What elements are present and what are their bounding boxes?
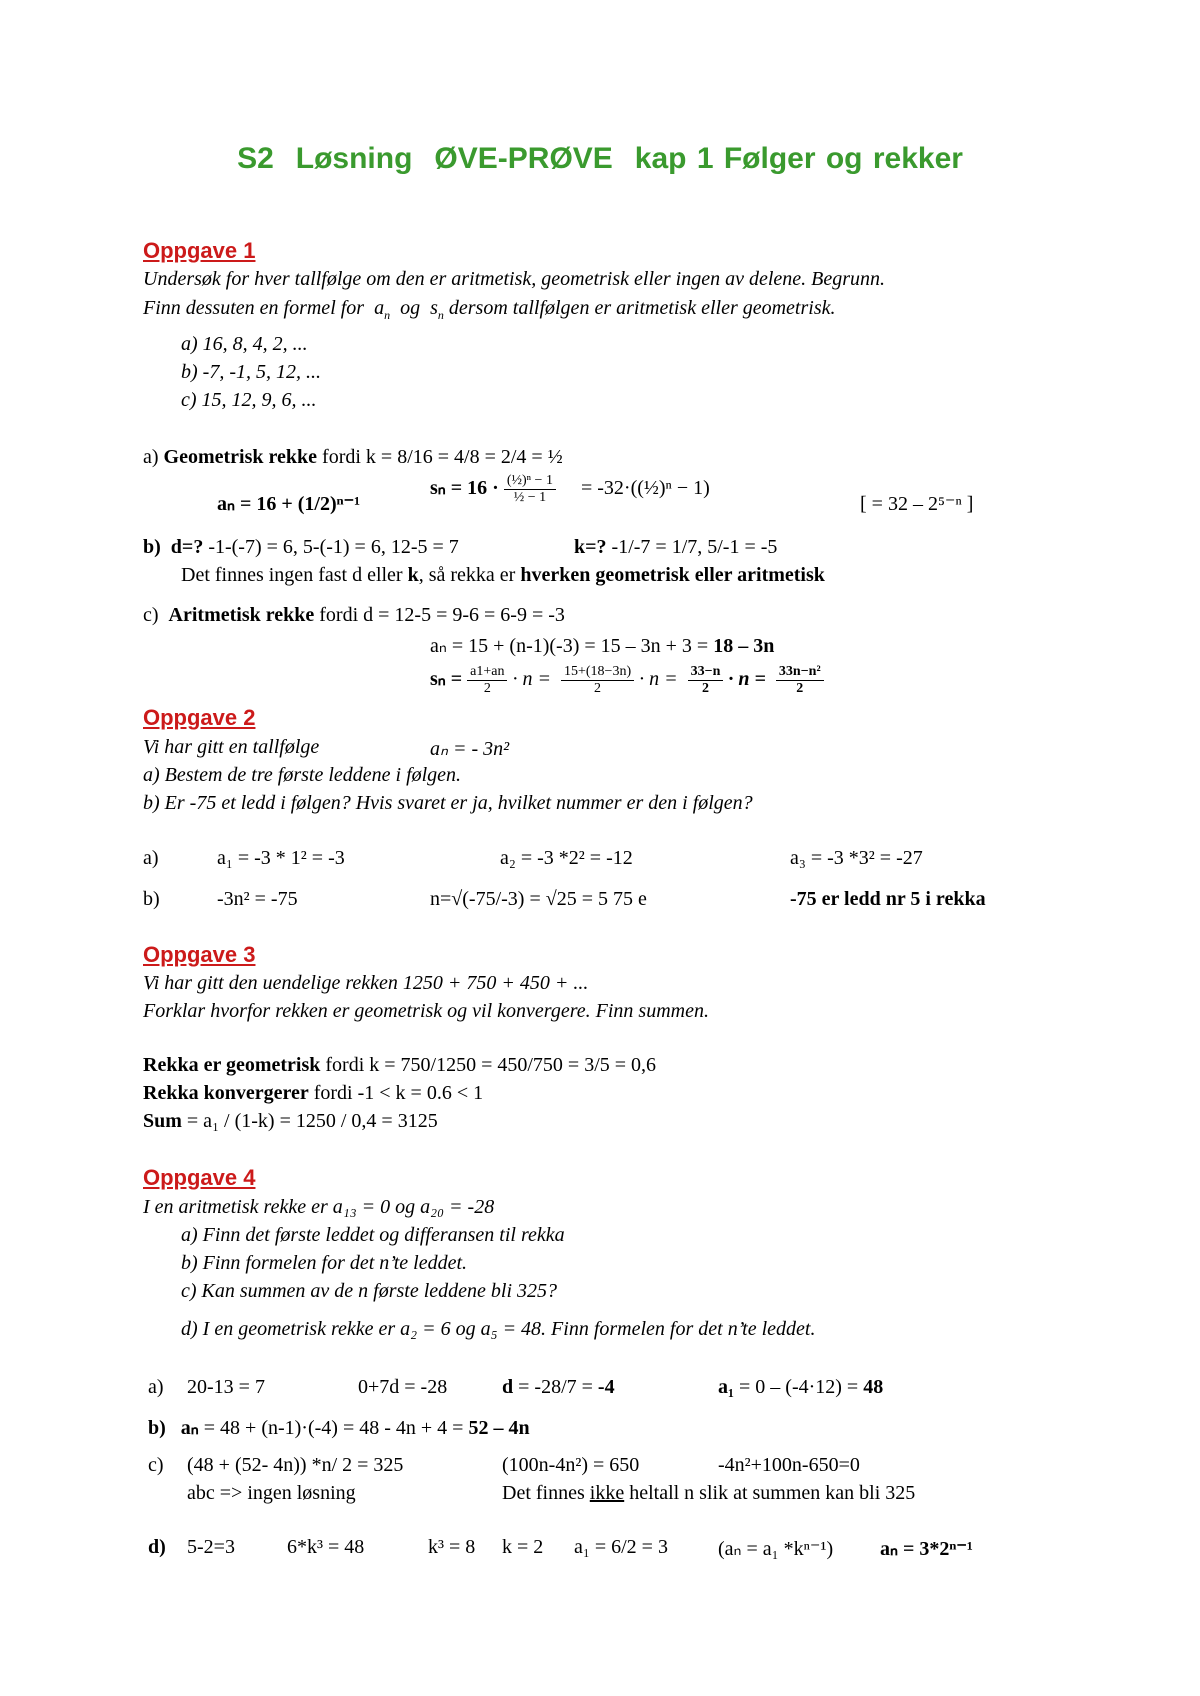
task4-sol-c2: (100n-4n²) = 650 [502,1454,640,1476]
task4-sol-a2: 0+7d = -28 [358,1376,448,1398]
task1-sol-c-an: aₙ = 15 + (n-1)(-3) = 15 – 3n + 3 = 18 – 3n [430,635,775,657]
task4-sol-a-label: a) [148,1376,164,1398]
task2-formula: aₙ = - 3n² [430,738,510,760]
task2-sol-b1: -3n² = -75 [217,888,298,910]
task2-sol-b3: -75 er ledd nr 5 i rekka [790,888,986,910]
task1-sol-b: b) d=? -1-(-7) = 6, 5-(-1) = 6, 12-5 = 7 [143,536,459,558]
task4-qb: b) Finn formelen for det n’te leddet. [181,1252,468,1274]
title-course: S2 [237,142,274,175]
task4-sol-d2: 6*k³ = 48 [287,1536,365,1558]
task2-sol-b2: n=√(-75/-3) = √25 = 5 75 e [430,888,647,910]
page-title [0,142,1200,176]
task3-intro1: Vi har gitt den uendelige rekken 1250 + 750 + 450 + ... [143,972,589,994]
task3-line1: Rekka er geometrisk fordi k = 750/1250 = 450/750 = 3/5 = 0,6 [143,1054,657,1076]
task1-item-c: c) 15, 12, 9, 6, ... [181,389,317,411]
task4-qc: c) Kan summen av de n første leddene bli 325? [181,1280,558,1302]
task4-sol-d3: k³ = 8 [428,1536,476,1558]
task1-intro2: Finn dessuten en formel for $a_n$ og $s_n$ dersom tallfølgen er aritmetisk eller geometrisk. [143,297,836,322]
task2-intro: Vi har gitt en tallfølge [143,736,320,758]
task1-heading: Oppgave 1 [143,238,256,263]
task4-sol-d1: 5-2=3 [187,1536,235,1558]
task1-item-a: a) 16, 8, 4, 2, ... [181,333,308,355]
task2-qa: a) Bestem de tre første leddene i følgen. [143,764,462,786]
task4-qd: d) I en geometrisk rekke er a₂ = 6 og a₅ = 48. Finn formelen for det n’te leddet. [181,1318,816,1340]
task2-sol-a-label: a) [143,847,159,869]
task4-sol-c-label: c) [148,1454,164,1476]
task2-sol-a2: a₂ = -3 *2² = -12 [500,847,633,869]
task3-line2: Rekka konvergerer fordi -1 < k = 0.6 < 1 [143,1082,484,1104]
task1-sol-a-sn: sₙ = 16 · $\frac{\text{(½)ⁿ − 1}}{\text{½ − 1}}$ = -32·((½)ⁿ − 1) [430,473,710,505]
task4-sol-a1: 20-13 = 7 [187,1376,265,1398]
task2-sol-a1: a₁ = -3 * 1² = -3 [217,847,345,869]
task1-sol-c-sn: sₙ = $\frac{a1+an}{2}$ · n = $\frac{15+(18-3n)}{2}$ · n = $\frac{33-n}{2}$ · n = $\frac{\text{33n−n²}}{2}$ [430,664,824,697]
task4-heading: Oppgave 4 [143,1165,256,1190]
task4-sol-c5: Det finnes ikke heltall n slik at summen kan bli 325 [502,1482,916,1504]
task2-qb: b) Er -75 et ledd i følgen? Hvis svaret er ja, hvilket nummer er den i følgen? [143,792,753,814]
task1-sol-a: a) Geometrisk rekke fordi k = 8/16 = 4/8 = 2/4 = ½ [143,446,563,468]
task4-sol-d7: aₙ = 3*2ⁿ⁻¹ [880,1538,973,1560]
task4-sol-d4: k = 2 [502,1536,544,1558]
task4-sol-d-label: d) [148,1536,166,1558]
task4-intro: I en aritmetisk rekke er a₁₃ = 0 og a₂₀ = -28 [143,1196,495,1218]
task4-sol-b: b) aₙ = 48 + (n-1)·(-4) = 48 - 4n + 4 = 52 – 4n [148,1417,530,1439]
title-topic: kap 1 Følger og rekker [634,142,963,175]
task4-sol-d6: (aₙ = a₁ *kⁿ⁻¹) [718,1538,834,1560]
task2-heading: Oppgave 2 [143,705,256,730]
sn-fraction: $\frac{\text{(½)ⁿ − 1}}{\text{½ − 1}}$ [504,473,556,506]
task4-sol-a3: d = -28/7 = -4 [502,1376,615,1398]
task4-sol-c4: abc => ingen løsning [187,1482,356,1504]
task4-qa: a) Finn det første leddet og differansen til rekka [181,1224,565,1246]
task1-sol-a-an: aₙ = 16 + (1/2)ⁿ⁻¹ [217,493,361,515]
task4-sol-a4: a₁ = 0 – (-4·12) = 48 [718,1376,884,1398]
task4-sol-c1: (48 + (52- 4n)) *n/ 2 = 325 [187,1454,404,1476]
task4-sol-d5: a₁ = 6/2 = 3 [574,1536,668,1558]
task1-sol-c: c) Aritmetisk rekke fordi d = 12-5 = 9-6 = 6-9 = -3 [143,604,565,626]
task2-sol-a3: a₃ = -3 *3² = -27 [790,847,923,869]
task1-sol-b-line2: Det finnes ingen fast d eller k, så rekka er hverken geometrisk eller aritmetisk [181,564,825,586]
title-test: ØVE-PRØVE [434,142,613,175]
task3-heading: Oppgave 3 [143,942,256,967]
task1-sol-b-k: k=? -1/-7 = 1/7, 5/-1 = -5 [574,536,778,558]
task1-intro1: Undersøk for hver tallfølge om den er aritmetisk, geometrisk eller ingen av delene. Begrunn. [143,268,886,290]
task1-item-b: b) -7, -1, 5, 12, ... [181,361,321,383]
task3-intro2: Forklar hvorfor rekken er geometrisk og vil konvergere. Finn summen. [143,1000,709,1022]
task2-sol-b-label: b) [143,888,160,910]
task3-line3: Sum = a₁ / (1-k) = 1250 / 0,4 = 3125 [143,1110,438,1132]
task1-sol-a-bracket: [ = 32 – 2⁵⁻ⁿ ] [860,493,974,515]
title-name: Løsning [295,142,413,175]
task4-sol-c3: -4n²+100n-650=0 [718,1454,860,1476]
